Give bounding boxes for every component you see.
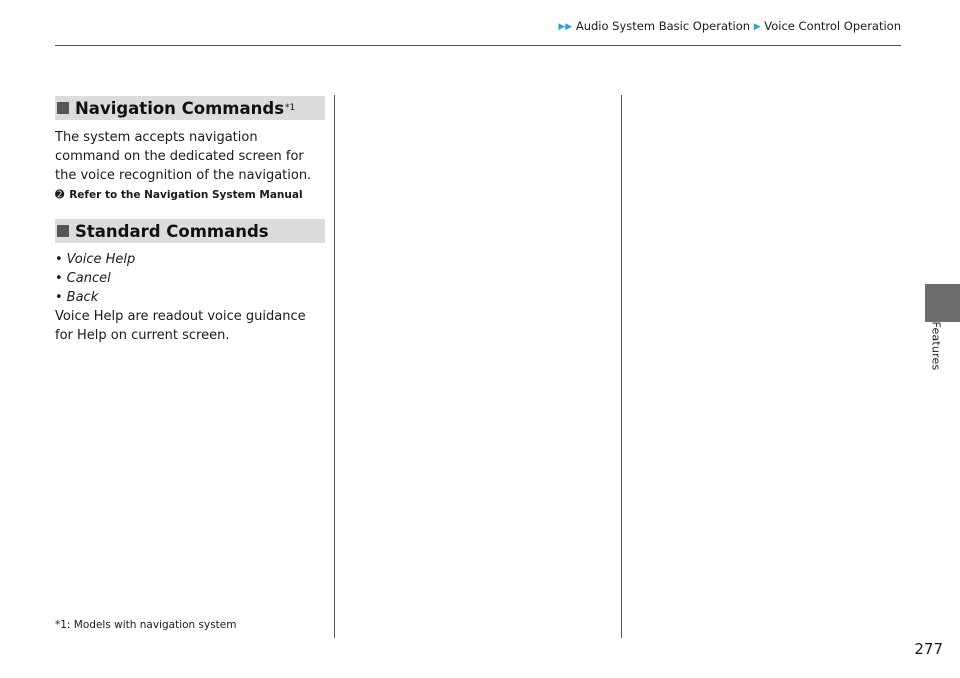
square-bullet-icon <box>57 102 69 114</box>
footnote-marker: *1 <box>285 103 296 113</box>
section-tab-label: Features <box>929 321 943 371</box>
list-item: • Voice Help <box>55 252 136 267</box>
column-divider-right <box>621 95 622 638</box>
breadcrumb-item-audio-system: Audio System Basic Operation <box>575 19 751 33</box>
list-item: • Cancel <box>55 271 111 286</box>
square-bullet-icon <box>57 225 69 237</box>
standard-command-list <box>55 250 325 307</box>
page-number: 277 <box>914 640 943 658</box>
footnote: *1: Models with navigation system <box>55 619 237 631</box>
breadcrumb-item-voice-control: Voice Control Operation <box>764 19 901 33</box>
column-divider-left <box>334 95 335 638</box>
bullet-icon: • <box>55 290 63 305</box>
header-divider <box>55 45 901 46</box>
triangle-icon: ▶▶ <box>558 22 573 32</box>
voice-help-text: Voice Help are readout voice guidance for Help on current screen. <box>55 309 306 343</box>
manual-reference: ➋ Refer to the Navigation System Manual <box>55 188 303 201</box>
list-item: • Back <box>55 290 99 305</box>
navigation-commands-text: The system accepts navigation command on the dedicated screen for the voice recognition of the navigation. <box>55 130 312 183</box>
section-heading-standard-commands: Standard Commands <box>55 219 325 243</box>
bullet-icon: • <box>55 271 63 286</box>
triangle-icon: ▶ <box>753 22 761 32</box>
section-heading-navigation-commands: Navigation Commands *1 <box>55 96 325 120</box>
bullet-icon: • <box>55 252 63 267</box>
left-column <box>55 96 325 345</box>
breadcrumb <box>558 19 901 33</box>
reference-arrow-icon: ➋ <box>55 188 65 201</box>
